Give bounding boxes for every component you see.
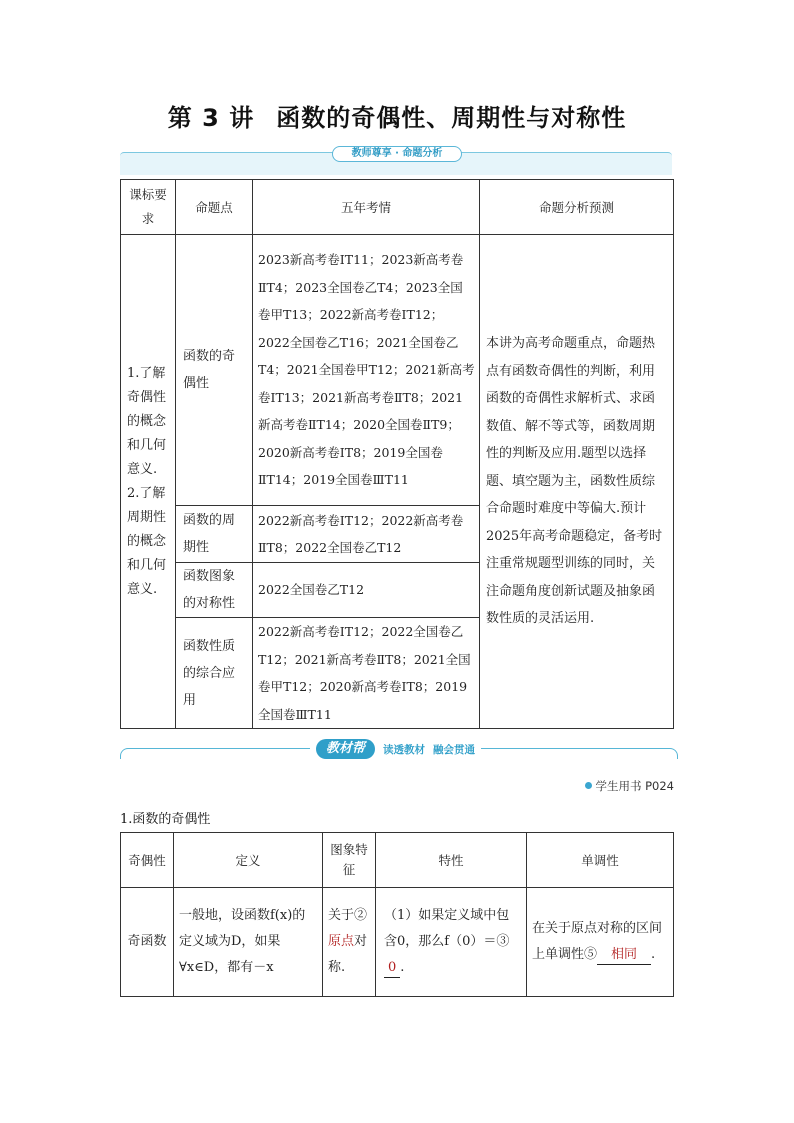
point-cell: 函数的奇偶性	[176, 235, 253, 506]
answer-zero: 0	[384, 959, 400, 978]
teacher-banner	[120, 146, 672, 176]
exams-cell: 2022新高考卷ⅠT12；2022新高考卷ⅡT8；2022全国卷乙T12	[253, 506, 480, 563]
textbook-subtitle: 读透教材 融会贯通	[383, 743, 476, 756]
answer-same: 相同	[597, 946, 651, 965]
header-image-feature: 图象特征	[323, 833, 376, 888]
exams-cell: 2023新高考卷ⅠT11；2023新高考卷ⅡT4；2023全国卷乙T4；2023全国卷甲T13；2022新高考卷ⅠT12；2022全国卷乙T16；2021全国卷乙T4；2021全国卷甲T12；2021新高考卷ⅠT13；2021新高考卷ⅡT8；2021新高考卷ⅡT14；2020全国卷ⅡT9；2020新高考卷ⅠT8；2019全国卷ⅡT14；2019全国卷ⅢT11	[253, 235, 480, 506]
section-heading: 1.函数的奇偶性	[120, 812, 211, 827]
exams-cell: 2022全国卷乙T12	[253, 563, 480, 618]
lecture-number: 第 3 讲	[167, 104, 255, 132]
student-book-reference: 学生用书 P024	[585, 778, 674, 794]
header-parity: 奇偶性	[121, 833, 174, 888]
textbook-badge: 教材帮	[316, 739, 375, 759]
answer-origin: 原点	[328, 934, 355, 949]
bullet-icon	[585, 782, 592, 789]
point-cell: 函数图象的对称性	[176, 563, 253, 618]
exams-cell: 2022新高考卷ⅠT12；2022全国卷乙T12；2021新高考卷ⅡT8；2021全国卷甲T12；2020新高考卷ⅠT8；2019全国卷ⅢT11	[253, 618, 480, 729]
definition-cell: 一般地，设函数f(x)的定义域为D，如果∀x∈D，都有－x	[174, 888, 323, 997]
parity-name-cell: 奇函数	[121, 888, 174, 997]
header-property: 特性	[376, 833, 527, 888]
exam-analysis-table	[120, 179, 674, 729]
point-cell: 函数的周期性	[176, 506, 253, 563]
table-header-row	[121, 833, 674, 888]
property-cell: （1）如果定义域中包含0，那么f（0）＝③ 0 .	[376, 888, 527, 997]
requirement-cell: 1.了解奇偶性的概念和几何意义. 2.了解周期性的概念和几何意义.	[121, 235, 176, 729]
table-header-row	[121, 180, 674, 235]
header-definition: 定义	[174, 833, 323, 888]
monotonicity-cell: 在关于原点对称的区间上单调性⑤ 相同 .	[527, 888, 674, 997]
page-title	[0, 98, 794, 133]
prediction-cell: 本讲为高考命题重点，命题热点有函数奇偶性的判断，利用函数的奇偶性求解析式、求函数值、解不等式等，函数周期性的判断及应用.题型以选择题、填空题为主，函数性质综合命题时难度中等偏大.预计2025年高考命题稳定，备考时注重常规题型训练的同时，关注命题角度创新试题及抽象函数性质的灵活运用.	[480, 235, 674, 729]
header-exams: 五年考情	[253, 180, 480, 235]
parity-table	[120, 832, 674, 997]
lecture-topic: 函数的奇偶性、周期性与对称性	[276, 104, 627, 132]
header-prediction: 命题分析预测	[480, 180, 674, 235]
header-point: 命题点	[176, 180, 253, 235]
header-requirement: 课标要求	[121, 180, 176, 235]
table-row	[121, 235, 674, 506]
teacher-banner-label: 教师尊享 · 命题分析	[332, 146, 462, 162]
header-monotonicity: 单调性	[527, 833, 674, 888]
image-feature-cell: 关于②原点对称.	[323, 888, 376, 997]
point-cell: 函数性质的综合应用	[176, 618, 253, 729]
table-row	[121, 888, 674, 997]
textbook-banner	[120, 738, 676, 764]
